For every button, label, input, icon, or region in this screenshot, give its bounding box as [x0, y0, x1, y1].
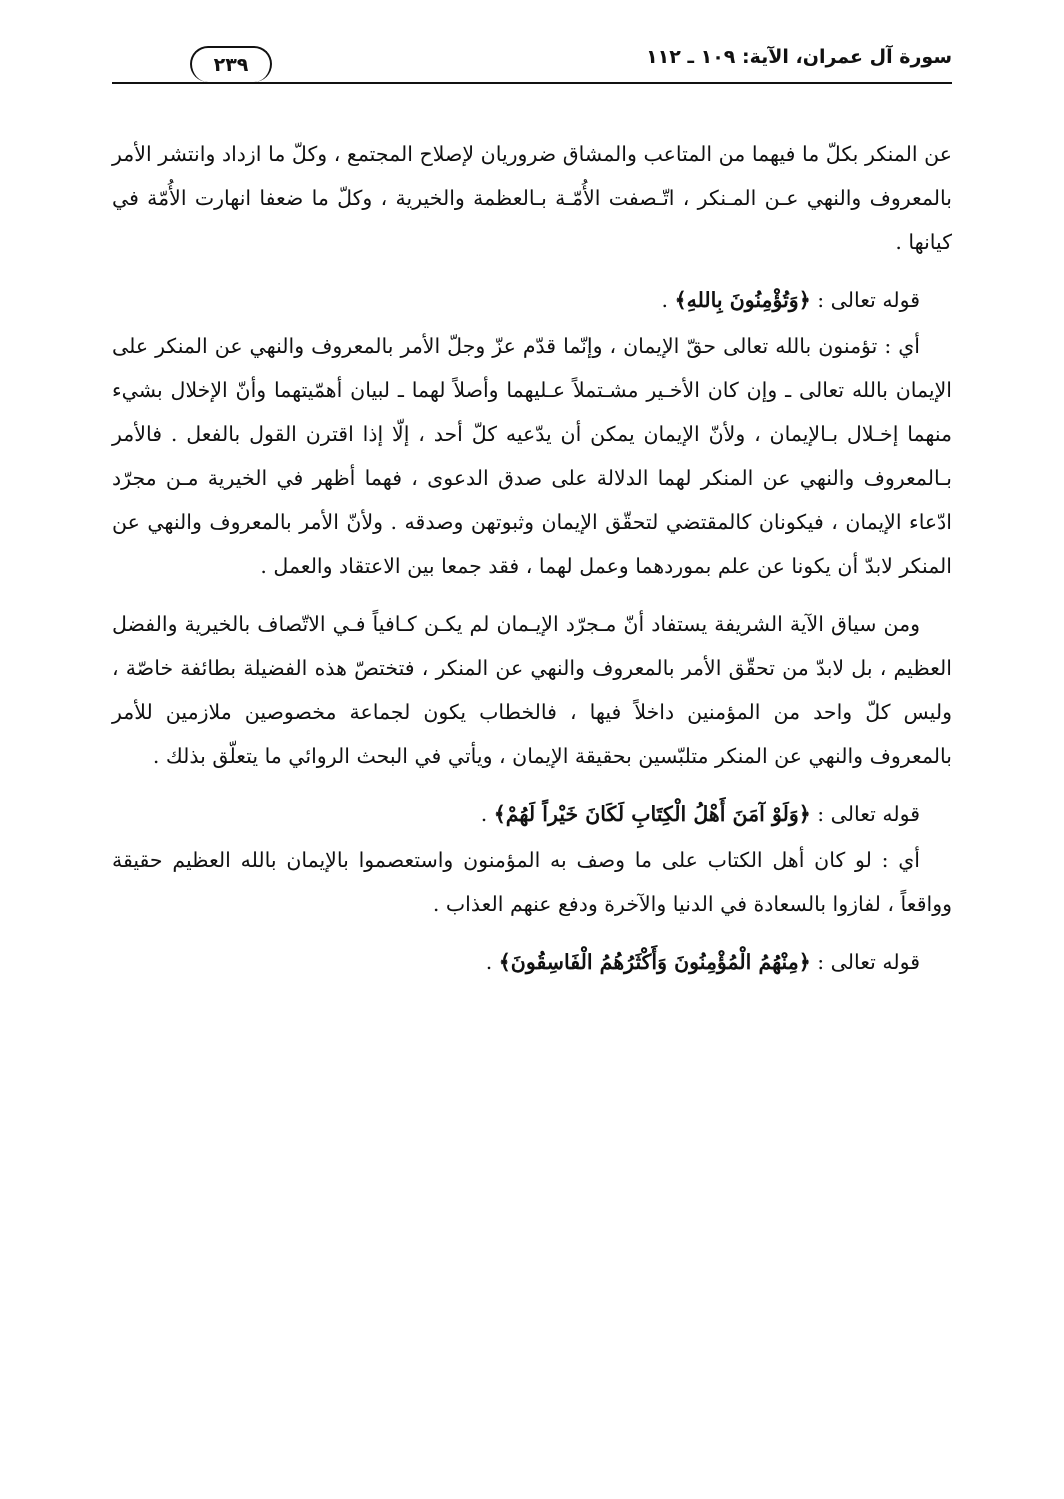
book-page	[112, 40, 952, 1460]
paragraph-3: ومن سياق الآية الشريفة يستفاد أنّ مـجرّد الإيـمان لم يكـن كـافياً فـي الاتّصاف بالخيرية والفضل العظيم ، بل لابدّ من تحقّق الأمر بالمعروف والنهي عن المنكر ، فتختصّ هذه الفضيلة بطائفة خاصّة ، وليس كلّ واحد من المؤمنين داخلاً فيها ، فالخطاب يكون لجماعة مخصوصين ملازمين للأمر بالمعروف والنهي عن المنكر متلبّسين بحقيقة الإيمان ، ويأتي في البحث الروائي ما يتعلّق بذلك .	[112, 612, 952, 768]
running-title: سورة آل عمران، الآية: ١٠٩ ـ ١١٢	[646, 46, 952, 68]
verse-heading-1	[112, 276, 952, 324]
verse-heading-2-suffix: .	[480, 802, 494, 826]
verse-heading-3-suffix: .	[485, 950, 499, 974]
page-number-badge: ٢٣٩	[190, 46, 272, 82]
verse-heading-2	[112, 790, 952, 838]
verse-heading-2-prefix: قوله تعالى :	[810, 802, 920, 826]
body-text	[112, 132, 952, 986]
verse-heading-1-prefix: قوله تعالى :	[810, 288, 920, 312]
verse-1: ﴿وَتُؤْمِنُونَ بِاللهِ﴾	[674, 288, 811, 312]
verse-2: ﴿وَلَوْ آمَنَ أَهْلُ الْكِتَابِ لَكَانَ خَيْراً لَهُمْ﴾	[493, 802, 811, 826]
paragraph-2: أي : تؤمنون بالله تعالى حقّ الإيمان ، وإنّما قدّم عزّ وجلّ الأمر بالمعروف والنهي عن المنكر على الإيمان بالله تعالى ـ وإن كان الأخـير مشـتملاً عـليهما وأصلاً لهما ـ لبيان أهمّيتهما وأنّ الإخلال بشيء منهما إخـلال بـالإيمان ، ولأنّ الإيمان يمكن أن يدّعيه كلّ أحد ، إلّا إذا اقترن القول بالفعل . فالأمر بـالمعروف والنهي عن المنكر لهما الدلالة على صدق الدعوى ، فهما أظهر في الخيرية مـن مجرّد ادّعاء الإيمان ، فيكونان كالمقتضي لتحقّق الإيمان وثبوتهن وصدقه . ولأنّ الأمر بالمعروف والنهي عن المنكر لابدّ أن يكونا عن علم بموردهما وعمل لهما ، فقد جمعا بين الاعتقاد والعمل .	[112, 334, 952, 578]
paragraph-4: أي : لو كان أهل الكتاب على ما وصف به المؤمنون واستعصموا بالإيمان بالله العظيم حقيقة وواقعاً ، لفازوا بالسعادة في الدنيا والآخرة ودفع عنهم العذاب .	[112, 848, 952, 916]
verse-3: ﴿مِنْهُمُ الْمُؤْمِنُونَ وَأَكْثَرُهُمُ الْفَاسِقُونَ﴾	[498, 950, 811, 974]
paragraph-1: عن المنكر بكلّ ما فيهما من المتاعب والمشاق ضروريان لإصلاح المجتمع ، وكلّ ما ازداد وانتشر الأمر بالمعروف والنهي عـن المـنكر ، اتّـصفت الأُمّـة بـالعظمة والخيرية ، وكلّ ما ضعفا انهارت الأُمّة في كيانها .	[112, 142, 952, 254]
verse-heading-1-suffix: .	[661, 288, 675, 312]
verse-heading-3-prefix: قوله تعالى :	[810, 950, 920, 974]
page-header	[112, 40, 952, 84]
verse-heading-3	[112, 938, 952, 986]
